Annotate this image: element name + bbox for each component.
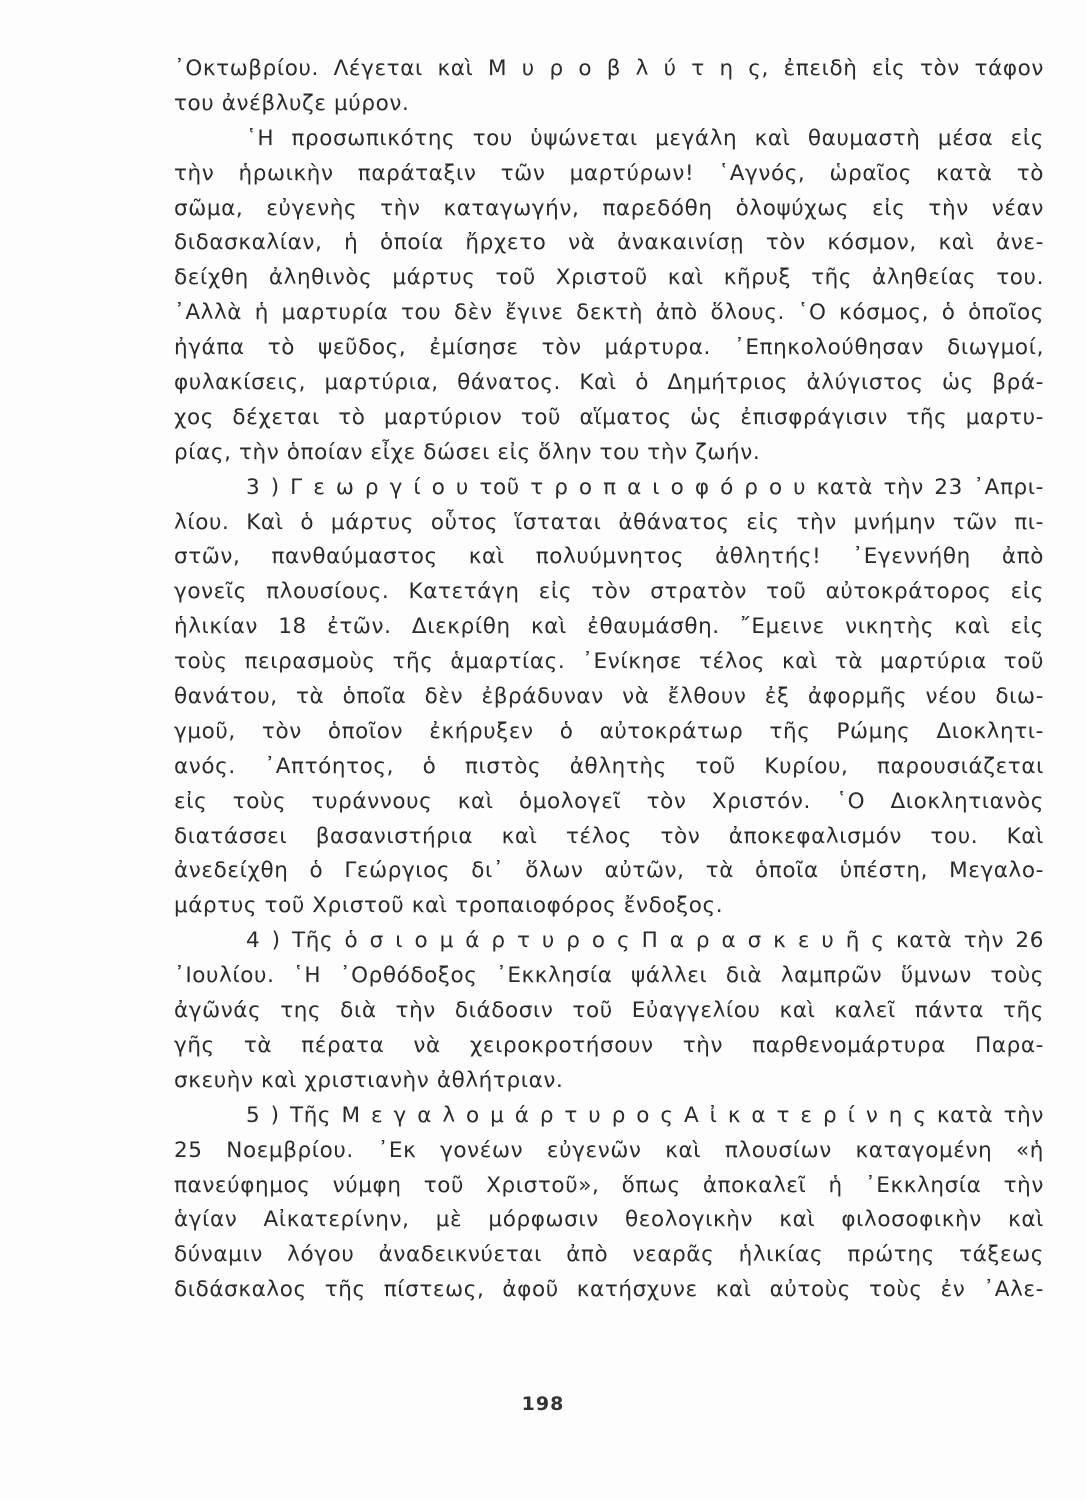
text-line: γμοῦ, τὸν ὁποῖον ἐκήρυξεν ὁ αὐτοκράτωρ τῆς Ρώμης Διοκλητι- [174, 718, 1044, 744]
section-heading-line: 3 ) Γ ε ω ρ γ ί ο υ τοῦ τ ρ ο π α ι ο φ ό ρ ο υ κατὰ τὴν 23 ᾿Απρι- [246, 474, 1044, 500]
text-line: ᾿Αλλὰ ἡ μαρτυρία του δὲν ἔγινε δεκτὴ ἀπὸ ὅλους. ῾Ο κόσμος, ὁ ὁποῖος [174, 300, 1044, 326]
section-heading-line: 4 ) Τῆς ὁ σ ι ο μ ά ρ τ υ ρ ο ς Π α ρ α σ κ ε υ ῆ ς κατὰ τὴν 26 [246, 928, 1044, 954]
text-line: ἀνεδείχθη ὁ Γεώργιος δι᾿ ὅλων αὐτῶν, τὰ ὁποῖα ὑπέστη, Μεγαλο- [174, 858, 1044, 884]
text-line: ᾿Ιουλίου. ῾Η ᾿Ορθόδοξος ᾿Εκκλησία ψάλλει διὰ λαμπρῶν ὕμνων τοὺς [174, 963, 1044, 989]
text-line: τὴν ἡρωικὴν παράταξιν τῶν μαρτύρων! ῾Αγνός, ὡραῖος κατὰ τὸ [174, 160, 1044, 186]
section-heading-line: 5 ) Τῆς Μ ε γ α λ ο μ ά ρ τ υ ρ ο ς Α ἰ κ α τ ε ρ ί ν η ς κατὰ τὴν [246, 1102, 1044, 1128]
text-line: δείχθη ἀληθινὸς μάρτυς τοῦ Χριστοῦ καὶ κῆρυξ τῆς ἀληθείας του. [174, 265, 1044, 291]
text-line: σκευὴν καὶ χριστιανὴν ἀθλήτριαν. [174, 1067, 564, 1093]
text-line: δύναμιν λόγου ἀναδεικνύεται ἀπὸ νεαρᾶς ἡλικίας πρώτης τάξεως [174, 1242, 1044, 1268]
text-line: του ἀνέβλυζε μύρον. [174, 90, 410, 116]
text-line: ἠγάπα τὸ ψεῦδος, ἐμίσησε τὸν μάρτυρα. ᾿Επηκολούθησαν διωγμοί, [174, 335, 1044, 361]
text-line: διδασκαλίαν, ἡ ὁποία ἤρχετο νὰ ἀνακαινίσῃ τὸν κόσμον, καὶ ἀνε- [174, 230, 1044, 256]
text-line: γονεῖς πλουσίους. Κατετάγη εἰς τὸν στρατὸν τοῦ αὐτοκράτορος εἰς [174, 579, 1044, 605]
text-line: ανός. ᾿Απτόητος, ὁ πιστὸς ἀθλητὴς τοῦ Κυρίου, παρουσιάζεται [174, 753, 1044, 779]
text-line: ρίας, τὴν ὁποίαν εἶχε δώσει εἰς ὅλην του τὴν ζωήν. [174, 439, 761, 465]
page-number: 198 [521, 1393, 565, 1415]
text-line: θανάτου, τὰ ὁποῖα δὲν ἐβράδυναν νὰ ἔλθουν ἐξ ἀφορμῆς νέου διω- [174, 684, 1044, 710]
text-line: ἁγίαν Αἰκατερίνην, μὲ μόρφωσιν θεολογικὴν καὶ φιλοσοφικὴν καὶ [174, 1207, 1044, 1233]
text-line: τοὺς πειρασμοὺς τῆς ἁμαρτίας. ᾿Ενίκησε τέλος καὶ τὰ μαρτύρια τοῦ [174, 649, 1044, 675]
text-line: γῆς τὰ πέρατα νὰ χειροκροτήσουν τὴν παρθενομάρτυρα Παρα- [174, 1032, 1044, 1058]
text-line: λίου. Καὶ ὁ μάρτυς οὗτος ἵσταται ἀθάνατος εἰς τὴν μνήμην τῶν πι- [174, 509, 1044, 535]
text-line: στῶν, πανθαύμαστος καὶ πολυύμνητος ἀθλητής! ᾿Εγεννήθη ἀπὸ [174, 544, 1044, 570]
text-line: ᾿Οκτωβρίου. Λέγεται καὶ Μ υ ρ ο β λ ύ τ η ς, ἐπειδὴ εἰς τὸν τάφον [174, 56, 1044, 81]
text-line: ἀγῶνάς της διὰ τὴν διάδοσιν τοῦ Εὐαγγελίου καὶ καλεῖ πάντα τῆς [174, 998, 1044, 1024]
text-line: σῶμα, εὐγενὴς τὴν καταγωγήν, παρεδόθη ὁλοψύχως εἰς τὴν νέαν [174, 195, 1044, 221]
body-text [174, 52, 1044, 1308]
text-line: μάρτυς τοῦ Χριστοῦ καὶ τροπαιοφόρος ἔνδοξος. [174, 893, 724, 919]
text-line: ἡλικίαν 18 ἐτῶν. Διεκρίθη καὶ ἐθαυμάσθη. ῎Εμεινε νικητὴς καὶ εἰς [174, 614, 1044, 640]
text-line: πανεύφημος νύμφη τοῦ Χριστοῦ», ὅπως ἀποκαλεῖ ἡ ᾿Εκκλησία τὴν [174, 1172, 1044, 1198]
text-line: ῾Η προσωπικότης του ὑψώνεται μεγάλη καὶ θαυμαστὴ μέσα εἰς [246, 125, 1044, 151]
text-line: φυλακίσεις, μαρτύρια, θάνατος. Καὶ ὁ Δημήτριος ἀλύγιστος ὡς βρά- [174, 370, 1044, 396]
text-line: 25 Νοεμβρίου. ᾿Εκ γονέων εὐγενῶν καὶ πλουσίων καταγομένη «ἡ [174, 1137, 1044, 1163]
text-line: εἰς τοὺς τυράννους καὶ ὁμολογεῖ τὸν Χριστόν. ῾Ο Διοκλητιανὸς [174, 788, 1044, 814]
text-line: διδάσκαλος τῆς πίστεως, ἀφοῦ κατήσχυνε καὶ αὐτοὺς τοὺς ἐν ᾿Αλε- [174, 1277, 1044, 1303]
text-line: χος δέχεται τὸ μαρτύριον τοῦ αἵματος ὡς ἐπισφράγισιν τῆς μαρτυ- [174, 404, 1044, 430]
text-line: διατάσσει βασανιστήρια καὶ τέλος τὸν ἀποκεφαλισμόν του. Καὶ [174, 823, 1044, 849]
